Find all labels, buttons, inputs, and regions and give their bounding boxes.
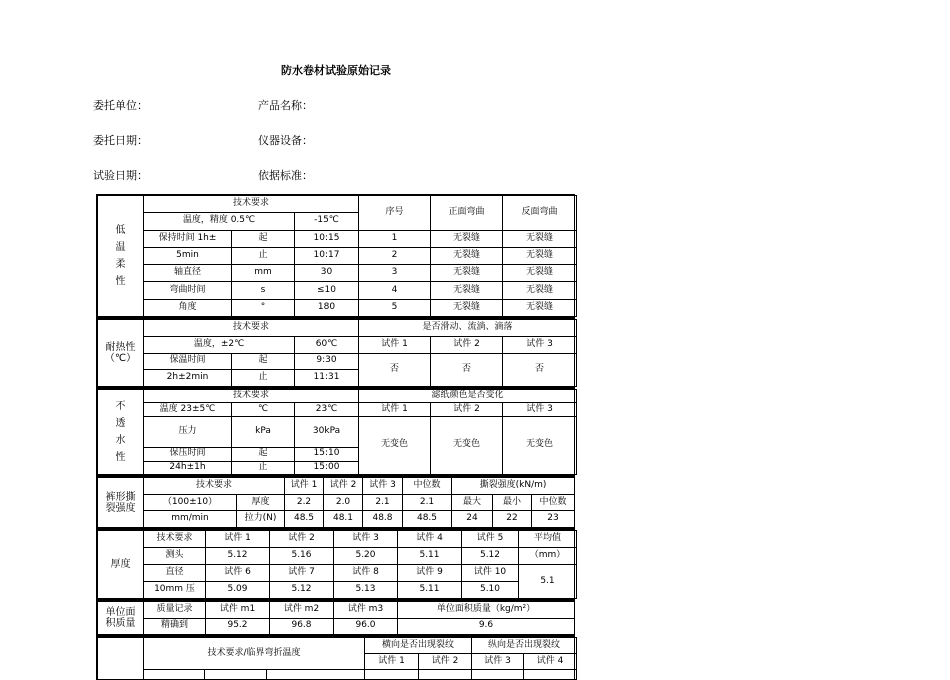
probe-label: 测头 — [144, 548, 206, 565]
table-cell: 无裂缝 — [431, 299, 503, 316]
specimen-header: 试件 5 — [462, 531, 519, 548]
median-label: 中位数 — [532, 494, 575, 511]
tear-strength-section — [96, 476, 575, 529]
start-label: 起 — [232, 353, 295, 370]
hold-time-label-2: 5min — [144, 247, 232, 264]
low-temp-section — [96, 194, 575, 318]
table-cell: 4 — [359, 282, 431, 299]
precision-label: 精确到 — [144, 618, 206, 635]
mandrel-value: 30 — [295, 265, 359, 282]
specimen-header: 试件 8 — [334, 565, 398, 582]
table-cell: 无裂缝 — [503, 247, 577, 264]
table-cell: 95.2 — [206, 618, 270, 635]
crack-section — [96, 636, 575, 680]
stop-time: 10:17 — [295, 247, 359, 264]
table-cell: 2.1 — [363, 494, 403, 511]
median-value: 23 — [532, 511, 575, 528]
hold-pressure-label: 保压时间 — [144, 448, 232, 461]
temp-label: 温度，精度 0.5℃ — [144, 213, 295, 230]
stop-time: 15:00 — [295, 461, 359, 474]
average-unit: （mm） — [519, 548, 577, 565]
median-header: 中位数 — [403, 478, 452, 495]
specimen-header: 试件 3 — [503, 403, 577, 416]
impermeability-side-label: 不 透 水 性 — [98, 390, 144, 475]
heat-side-label: 耐热性 （℃） — [98, 320, 144, 387]
mass-side-label: 单位面 积质量 — [98, 602, 144, 635]
table-cell: 2.0 — [324, 494, 363, 511]
mass-section — [96, 600, 575, 636]
angle-value: 180 — [295, 299, 359, 316]
table-cell: 48.1 — [324, 511, 363, 528]
table-cell — [472, 670, 524, 680]
force-label: 拉力(N) — [237, 511, 285, 528]
stop-time: 11:31 — [295, 370, 359, 387]
stop-label: 止 — [232, 247, 295, 264]
result-cell: 无变色 — [503, 416, 577, 474]
table-cell: 96.8 — [270, 618, 334, 635]
specimen-header: 试件 4 — [524, 654, 577, 670]
temp-value: 60℃ — [295, 336, 359, 353]
angle-label: 角度 — [144, 299, 232, 316]
angle-unit: ° — [232, 299, 295, 316]
table-cell: 5.11 — [398, 582, 462, 599]
mass-result-title: 单位面积质量（kg/m²） — [398, 602, 575, 619]
speed-label: （100±10） — [144, 494, 237, 511]
test-date-label: 试验日期： — [93, 169, 148, 182]
result-cell: 否 — [359, 353, 431, 387]
table-cell: 2.1 — [403, 494, 452, 511]
min-label: 最小 — [493, 494, 532, 511]
specimen-header: 试件 1 — [359, 403, 431, 416]
specimen-header: 试件 10 — [462, 565, 519, 582]
table-cell: 48.8 — [363, 511, 403, 528]
table-cell: 5.20 — [334, 548, 398, 565]
specimen-header: 试件 2 — [270, 531, 334, 548]
filter-result-title: 滤纸颜色是否变化 — [359, 390, 577, 403]
specimen-header: 试件 m1 — [206, 602, 270, 619]
table-cell — [205, 670, 267, 680]
pressure-value: 30kPa — [295, 416, 359, 447]
impermeability-section — [96, 388, 575, 476]
temp-value: -15℃ — [295, 213, 359, 230]
specimen-header: 试件 1 — [365, 654, 419, 670]
entrust-date-label: 委托日期： — [93, 134, 148, 147]
equipment-label: 仪器设备： — [258, 134, 313, 147]
specimen-header: 试件 9 — [398, 565, 462, 582]
start-label: 起 — [232, 448, 295, 461]
heat-section — [96, 318, 575, 388]
hold-time-label: 保温时间 — [144, 353, 232, 370]
table-cell: 5.11 — [398, 548, 462, 565]
specimen-header: 试件 2 — [431, 336, 503, 353]
table-cell: 5.12 — [206, 548, 270, 565]
speed-unit: mm/min — [144, 511, 237, 528]
tech-requirement-header: 技术要求 — [144, 320, 359, 337]
thickness-section — [96, 529, 575, 600]
specimen-header: 试件 m2 — [270, 602, 334, 619]
table-cell: 5.16 — [270, 548, 334, 565]
average-label: 平均值 — [519, 531, 577, 548]
table-cell: 无裂缝 — [503, 230, 577, 247]
table-cell — [365, 670, 419, 680]
hold-pressure-label-2: 24h±1h — [144, 461, 232, 474]
tear-strength-title: 撕裂强度(kN/m) — [452, 478, 575, 495]
start-time: 10:15 — [295, 230, 359, 247]
table-cell: 无裂缝 — [503, 282, 577, 299]
temp-label: 温度，±2℃ — [144, 336, 295, 353]
table-cell: 无裂缝 — [503, 265, 577, 282]
specimen-header: 试件 2 — [431, 403, 503, 416]
table-cell: 5 — [359, 299, 431, 316]
stop-label: 止 — [232, 370, 295, 387]
low-temp-side-label: 低 温 柔 性 — [98, 196, 144, 317]
pressure-label: 压力 — [144, 416, 232, 447]
pressure-unit: kPa — [232, 416, 295, 447]
table-cell: 无裂缝 — [503, 299, 577, 316]
mass-result-value: 9.6 — [398, 618, 575, 635]
crack-tech-header: 技术要求/临界弯折温度 — [144, 638, 365, 670]
result-cell: 无变色 — [431, 416, 503, 474]
specimen-header: 试件 3 — [503, 336, 577, 353]
stop-label: 止 — [232, 461, 295, 474]
table-cell: 96.0 — [334, 618, 398, 635]
result-cell: 否 — [431, 353, 503, 387]
mandrel-unit: mm — [232, 265, 295, 282]
thickness-label: 厚度 — [237, 494, 285, 511]
client-label: 委托单位： — [93, 99, 148, 112]
table-cell: 2 — [359, 247, 431, 264]
temp-unit: ℃ — [232, 403, 295, 416]
tear-side-label: 裤形撕 裂强度 — [98, 478, 144, 528]
mass-record-label: 质量记录 — [144, 602, 206, 619]
min-value: 22 — [493, 511, 532, 528]
table-cell: 无裂缝 — [431, 247, 503, 264]
col-header-no: 序号 — [359, 196, 431, 231]
table-cell: 48.5 — [285, 511, 324, 528]
table-cell — [524, 670, 577, 680]
specimen-header: 试件 3 — [334, 531, 398, 548]
specimen-header: 试件 7 — [270, 565, 334, 582]
mandrel-label: 轴直径 — [144, 265, 232, 282]
specimen-header: 试件 1 — [359, 336, 431, 353]
hold-time-label-2: 2h±2min — [144, 370, 232, 387]
max-label: 最大 — [452, 494, 493, 511]
table-cell: 无裂缝 — [431, 265, 503, 282]
col-header-front-bend: 正面弯曲 — [431, 196, 503, 231]
result-cell: 否 — [503, 353, 577, 387]
longitudinal-crack-header: 纵向是否出现裂纹 — [472, 638, 577, 654]
thickness-side-label: 厚度 — [98, 531, 144, 599]
specimen-header: 试件 3 — [363, 478, 403, 495]
table-cell: 5.12 — [270, 582, 334, 599]
specimen-header: 试件 m3 — [334, 602, 398, 619]
specimen-header: 试件 2 — [419, 654, 472, 670]
specimen-header: 试件 3 — [472, 654, 524, 670]
table-cell: 2.2 — [285, 494, 324, 511]
product-label: 产品名称： — [258, 99, 313, 112]
table-cell: 5.10 — [462, 582, 519, 599]
specimen-header: 试件 6 — [206, 565, 270, 582]
table-cell: 3 — [359, 265, 431, 282]
temp-value: 23℃ — [295, 403, 359, 416]
tech-requirement-header: 技术要求 — [144, 531, 206, 548]
tech-requirement-header: 技术要求 — [144, 196, 359, 213]
hold-time-label: 保持时间 1h± — [144, 230, 232, 247]
probe-label: 直径 — [144, 565, 206, 582]
standard-label: 依据标准： — [258, 169, 313, 182]
table-cell — [419, 670, 472, 680]
flow-result-title: 是否滑动、流淌、滴落 — [359, 320, 577, 337]
crack-side-label — [98, 638, 144, 680]
table-cell — [267, 670, 365, 680]
probe-label: 10mm 压 — [144, 582, 206, 599]
specimen-header: 试件 1 — [206, 531, 270, 548]
table-cell: 1 — [359, 230, 431, 247]
specimen-header: 试件 4 — [398, 531, 462, 548]
tech-requirement-header: 技术要求 — [144, 390, 359, 403]
table-cell: 无裂缝 — [431, 282, 503, 299]
start-time: 9:30 — [295, 353, 359, 370]
table-cell: 48.5 — [403, 511, 452, 528]
col-header-back-bend: 反面弯曲 — [503, 196, 577, 231]
max-value: 24 — [452, 511, 493, 528]
table-cell: 5.12 — [462, 548, 519, 565]
page-title: 防水卷材试验原始记录 — [281, 64, 391, 77]
specimen-header: 试件 2 — [324, 478, 363, 495]
bend-time-label: 弯曲时间 — [144, 282, 232, 299]
start-label: 起 — [232, 230, 295, 247]
table-cell: 5.09 — [206, 582, 270, 599]
result-cell: 无变色 — [359, 416, 431, 474]
table-cell: 5.13 — [334, 582, 398, 599]
specimen-header: 试件 1 — [285, 478, 324, 495]
table-cell — [144, 670, 205, 680]
table-cell: 无裂缝 — [431, 230, 503, 247]
tech-requirement-header: 技术要求 — [144, 478, 285, 495]
temp-label: 温度 23±5℃ — [144, 403, 232, 416]
start-time: 15:10 — [295, 448, 359, 461]
bend-time-value: ≤10 — [295, 282, 359, 299]
average-value: 5.1 — [519, 565, 577, 599]
transverse-crack-header: 横向是否出现裂纹 — [365, 638, 472, 654]
bend-time-unit: s — [232, 282, 295, 299]
